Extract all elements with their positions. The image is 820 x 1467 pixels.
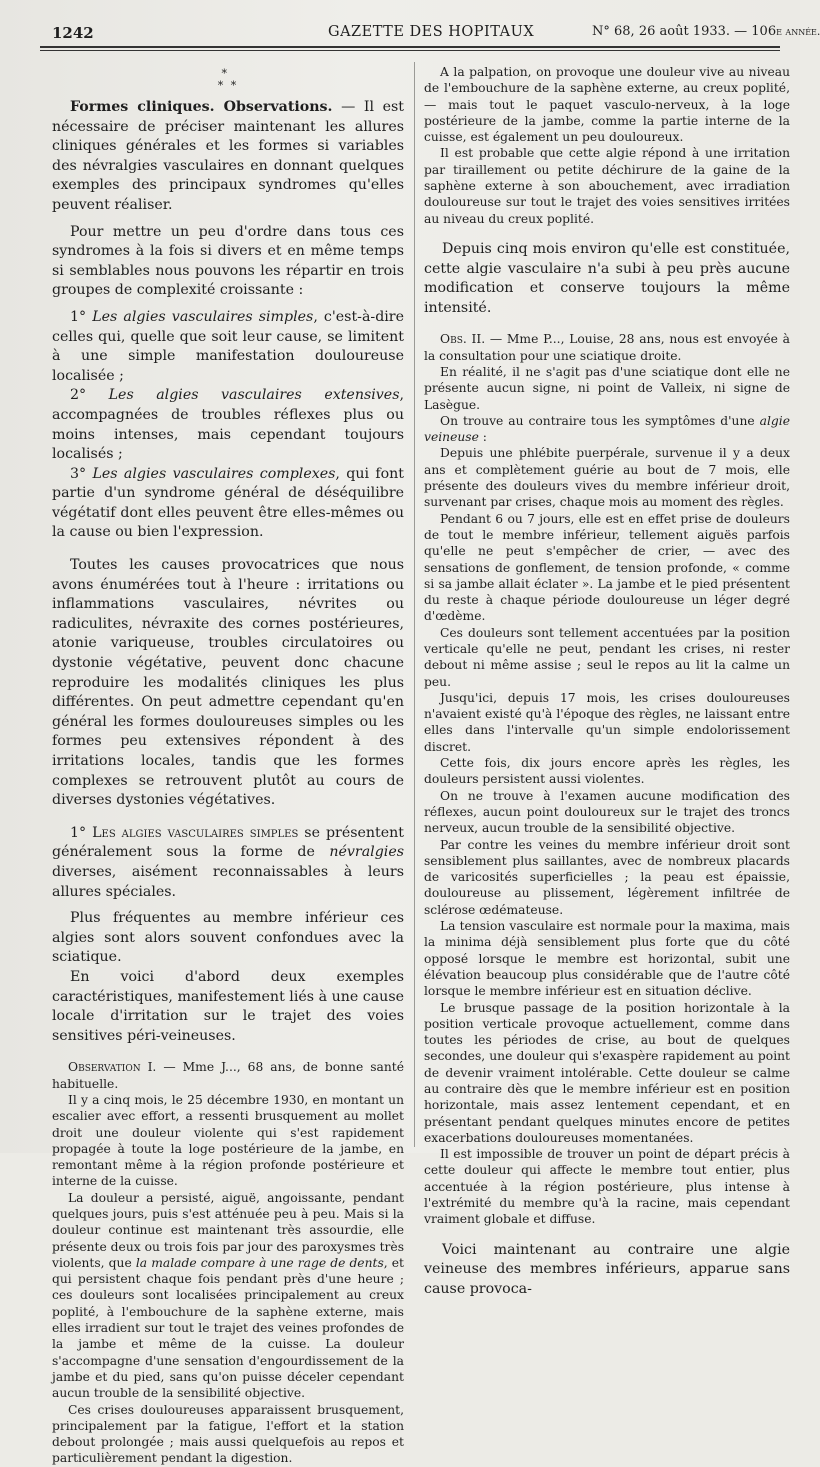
- observation-1-heading: Observation I.: [68, 1060, 157, 1075]
- observation-2-intro: Obs. II. — Mme P..., Louise, 28 ans, nous est envoyée à la consultation pour une sciatique droite.: [424, 332, 790, 363]
- list-item: 3° Les algies vasculaires complexes, qui font partie d'un syndrome général de déséquilibre végétatif dont elles peuvent être elles-mêmes ou la cause ou bien l'expression.: [52, 465, 405, 541]
- grouping-paragraph: Pour mettre un peu d'ordre dans tous ces syndromes à la fois si divers et en même temps si semblables nous pouvons les répartir en trois groupes de complexité croissante :: [52, 223, 404, 299]
- observation-2-paragraph: Ces douleurs sont tellement accentuées par la position verticale qu'elle ne peut, pendant les crises, ni rester debout ni même assise ; seul le repos au lit la calme un peu.: [424, 625, 790, 689]
- observation-2-heading: Obs. II.: [440, 332, 486, 347]
- left-column: [52, 64, 405, 1466]
- observation-2-paragraph: Pendant 6 ou 7 jours, elle est en effet prise de douleurs de tout le membre inférieur, tellement aiguës parfois qu'elle ne peut s'empêcher de crier, — avec des sensations de gonflement, de tension profonde, « comme si sa jambe allait éclater ». La jambe et le pied présentent du reste à chaque période douloureuse un léger degré d'œdème.: [424, 511, 790, 624]
- observation-2-paragraph: Jusqu'ici, depuis 17 mois, les crises douloureuses n'avaient existé qu'à l'époque des règles, ne laissant entre elles dans l'intervalle qu'un simple endolorissement discret.: [424, 690, 790, 754]
- issue-date: N° 68, 26 août 1933. — 106: [592, 24, 777, 39]
- header-rule-thin: [40, 50, 780, 51]
- column-divider: [414, 62, 415, 1147]
- observation-2-paragraph: Depuis une phlébite puerpérale, survenue il y a deux ans et complètement guérie au bout de 7 mois, elle présente des douleurs vives du membre inférieur droit, survenant par crises, chaque mois au moment des règles.: [424, 446, 790, 510]
- section-heading: Formes cliniques. Observations.: [70, 99, 333, 115]
- examples-paragraph: En voici d'abord deux exemples caractéristiques, manifestement liés à une cause locale d'irritation sur le trajet des voies sensitives péri-veineuses.: [52, 968, 404, 1044]
- right-column: [424, 64, 790, 1297]
- observation-2-paragraph: La tension vasculaire est normale pour la maxima, mais la minima déjà sensiblement plus forte que du côté opposé lorsque le membre est horizontal, subit une élévation beaucoup plus considérable que de l'autre côté lorsque le membre inférieur est en situation déclive.: [424, 919, 790, 999]
- intro-paragraph: Formes cliniques. Observations. — Il est nécessaire de préciser maintenant les allures cliniques générales et les formes si variables des névralgies vasculaires en donnant quelques exemples des principaux syndromes qu'elles peuvent réaliser.: [52, 99, 404, 213]
- closing-paragraph: Voici maintenant au contraire une algie veineuse des membres inférieurs, apparue sans cause provoca-: [424, 1241, 790, 1297]
- journal-title: GAZETTE DES HOPITAUX: [328, 24, 535, 40]
- group-list: [52, 308, 404, 543]
- observation-1-paragraph: Il y a cinq mois, le 25 décembre 1930, en montant un escalier avec effort, a ressenti brusquement au mollet droit une douleur violente qui s'est rapidement propagée à toute la loge postérieure de la jambe, en remontant même à la région profonde postérieure et interne de la cuisse.: [52, 1092, 404, 1189]
- observation-2-paragraph: On ne trouve à l'examen aucune modification des réflexes, aucun point douloureux sur le trajet des troncs nerveux, aucun trouble de la sensibilité objective.: [424, 788, 790, 836]
- observation-2-paragraph: Le brusque passage de la position horizontale à la position verticale provoque actuellement, comme dans toutes les périodes de crise, au bout de quelques secondes, une douleur qui s'exaspère rapidement au point de devenir vraiment intolérable. Cette douleur se calme au contraire dès que le membre inférieur est en position horizontale, mais assez lentement cependant, et en présentant pendant quelques minutes encore de petites exacerbations douloureuses momentanées.: [424, 1000, 790, 1145]
- frequency-paragraph: Plus fréquentes au membre inférieur ces algies sont alors souvent confondues avec la sciatique.: [52, 910, 404, 966]
- page-header: [40, 22, 820, 44]
- observation-2-paragraph: Il est impossible de trouver un point de départ précis à cette douleur qui affecte le membre tout entier, plus accentuée à la région postérieure, plus intense à l'extrémité du membre qu'à la racine, mais cependant vraiment globale et diffuse.: [424, 1147, 790, 1227]
- observation-1-paragraph: La douleur a persisté, aiguë, angoissante, pendant quelques jours, puis s'est atténuée peu à peu. Mais si la douleur continue est maintenant très assourdie, elle présente deux ou trois fois par jour des paroxysmes très violents, que la malade compare à une rage de dents, et qui persistent chaque fois pendant près d'une heure ; ces douleurs sont localisées principalement au creux poplité, à l'embouchure de la saphène externe, mais elles irradient sur tout le trajet des veines profondes de la jambe et même de la cuisse. La douleur s'accompagne d'une sensation d'engourdissement de la jambe et du pied, sans qu'on puisse déceler cependant aucun trouble de la sensibilité objective.: [52, 1190, 404, 1401]
- observation-2-paragraph: Par contre les veines du membre inférieur droit sont sensiblement plus saillantes, avec de nombreux placards de varicosités superficielles ; la peau est épaissie, douloureuse au plissement, légèrement infiltrée de sclérose œdémateuse.: [424, 837, 790, 917]
- issue-info: [592, 24, 820, 39]
- observation-1-paragraph: A la palpation, on provoque une douleur vive au niveau de l'embouchure de la saphène externe, au creux poplité, — mais tout le paquet vasculo-nerveux, à la loge postérieure de la jambe, comme la partie interne de la cuisse, est également un peu douloureux.: [424, 65, 790, 145]
- issue-year-suffix: e année.: [776, 25, 820, 38]
- observation-1-intro: Observation I. — Mme J..., 68 ans, de bonne santé habituelle.: [52, 1060, 404, 1091]
- list-item: 1° Les algies vasculaires simples, c'est-à-dire celles qui, quelle que soit leur cause, se limitent à une simple manifestation douloureuse localisée ;: [52, 308, 404, 384]
- observation-2-paragraph: Cette fois, dix jours encore après les règles, les douleurs persistent aussi violentes.: [424, 756, 790, 787]
- section-stars: * * *: [217, 67, 239, 92]
- causes-paragraph: Toutes les causes provocatrices que nous avons énumérées tout à l'heure : irritations ou inflammations vasculaires, névrites ou radiculites, névraxite des cornes postérieures, atonie variqueuse, troubles circulatoires ou dystonie végétative, peuvent donc chacune reproduire les modalités cliniques les plus différentes. On peut admettre cependant qu'en général les formes douloureuses simples ou les formes peu extensives répondent à des irritations locales, tandis que les formes complexes se retrouvent plutôt au cours de diverses dystonies végétatives.: [52, 557, 404, 809]
- header-rule-thick: [40, 46, 780, 48]
- observation-2-paragraph: En réalité, il ne s'agit pas d'une sciatique dont elle ne présente aucun signe, ni point de Valleix, ni signe de Lasègue.: [424, 364, 790, 412]
- observation-1-paragraph: Il est probable que cette algie répond à une irritation par tiraillement ou petite déchirure de la gaine de la saphène externe à son abouchement, avec irradiation douloureuse sur tout le trajet des voies sensitives irritées au niveau du creux poplité.: [424, 146, 790, 226]
- page-number: 1242: [52, 24, 94, 42]
- observation-1-conclusion: Depuis cinq mois environ qu'elle est constituée, cette algie vasculaire n'a subi à peu près aucune modification et conserve toujours la même intensité.: [424, 240, 790, 316]
- simple-algies-paragraph: 1° Les algies vasculaires simples se présentent généralement sous la forme de névralgies diverses, aisément reconnaissables à leurs allures spéciales.: [52, 824, 404, 900]
- observation-2-paragraph: On trouve au contraire tous les symptômes d'une algie veineuse :: [424, 413, 790, 445]
- observation-1-paragraph: Ces crises douloureuses apparaissent brusquement, principalement par la fatigue, l'effort et la station debout prolongée ; mais aussi quelquefois au repos et particulièrement pendant la digestion.: [52, 1402, 404, 1466]
- list-item: 2° Les algies vasculaires extensives, accompagnées de troubles réflexes plus ou moins intenses, mais cependant toujours localisés ;: [52, 387, 404, 463]
